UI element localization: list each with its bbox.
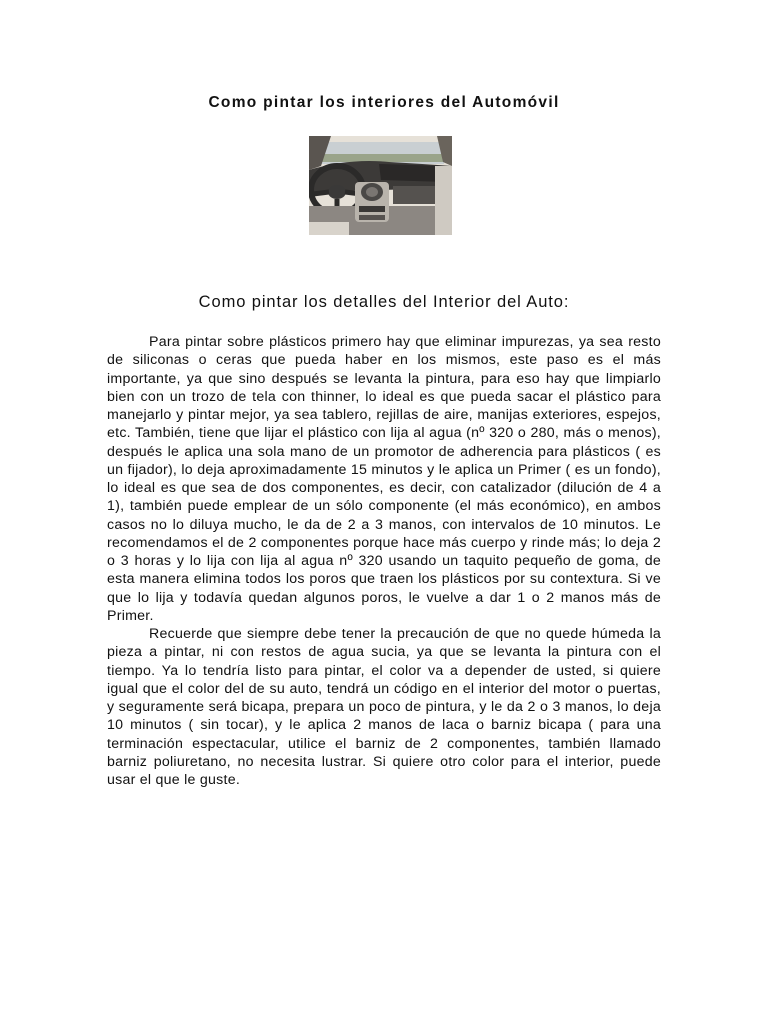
document-title: Como pintar los interiores del Automóvil: [208, 94, 560, 111]
section-title: Como pintar los detalles del Interior del Auto:: [198, 293, 570, 311]
car-interior-photo: [309, 136, 452, 235]
paragraph-2: Recuerde que siempre debe tener la precaución de que no quede húmeda la pieza a pintar, ni con restos de agua sucia, ya que se levanta la pintura con el tiempo. Ya lo tendría listo para pintar, el color va a depender de usted, si quiere igual que el color del de su auto, tendrá un código en el interior del motor o puertas, y seguramente será bicapa, prepara un poco de pintura, y le da 2 o 3 manos, lo deja 10 minutos ( sin tocar), y le aplica 2 manos de laca o barniz bicapa ( para una terminación espectacular, utilice el barniz de 2 componentes, también llamado barniz poliuretano, no necesita lustrar. Si quiere otro color para el interior, puede usar el que le guste.: [107, 626, 661, 788]
body-text: [107, 333, 661, 789]
paragraph-1: Para pintar sobre plásticos primero hay que eliminar impurezas, ya sea resto de siliconas o ceras que pueda haber en los mismos, este paso es el más importante, ya que sino después se levanta la pintura, para eso hay que limpiarlo bien con un trozo de tela con thinner, lo ideal es que pueda sacar el plástico para manejarlo y pintar mejor, ya sea tablero, rejillas de aire, manijas exteriores, espejos, etc. También, tiene que lijar el plástico con lija al agua (nº 320 o 280, más o menos), después le aplica una sola mano de un promotor de adherencia para plásticos ( es un fijador), lo deja aproximadamente 15 minutos y le aplica un Primer ( es un fondo), lo ideal es que sea de dos componentes, es decir, con catalizador (dilución de 4 a 1), también puede emplear de un sólo componente (el más económico), en ambos casos no lo diluya mucho, le da de 2 a 3 manos, con intervalos de 10 minutos. Le recomendamos el de 2 componentes porque hace más cuerpo y rinde más; lo deja 2 o 3 horas y lo lija con lija al agua nº 320 usando un taquito pequeño de goma, de esta manera elimina todos los poros que traen los plásticos por su contextura. Si ve que lo lija y todavía quedan algunos poros, le vuelve a dar 1 o 2 manos más de Primer.: [107, 334, 661, 624]
